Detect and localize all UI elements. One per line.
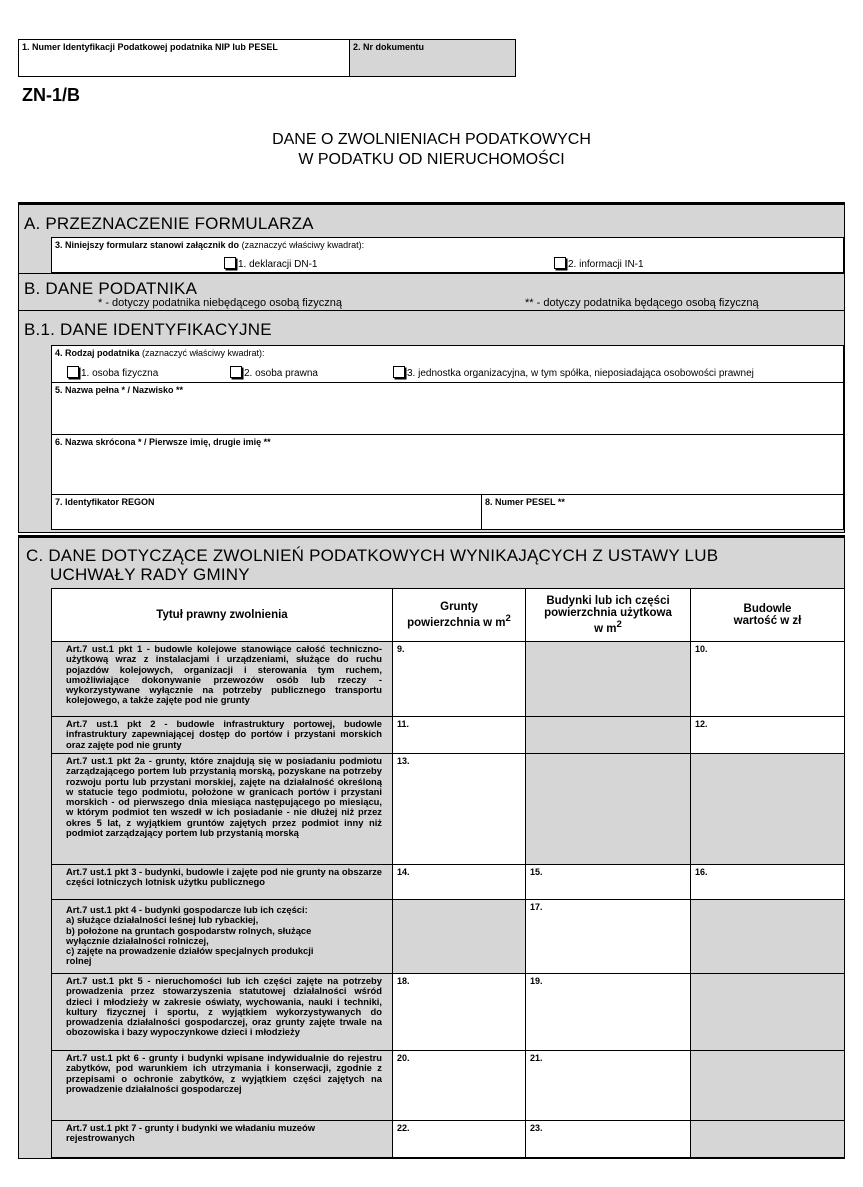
- field-22[interactable]: 22.: [393, 1121, 526, 1158]
- field5-box[interactable]: [51, 382, 844, 435]
- table-row: [52, 642, 845, 717]
- field4-label: 4. Rodzaj podatnika: [55, 348, 140, 358]
- field-18[interactable]: 18.: [393, 974, 526, 1051]
- cell-disabled: [691, 1121, 845, 1158]
- nip-pesel-label: 1. Numer Identyfikacji Podatkowej podatnika NIP lub PESEL: [22, 42, 278, 52]
- field-16[interactable]: 16.: [691, 865, 845, 900]
- table-row: [52, 1051, 845, 1121]
- section-c-title-line1: C. DANE DOTYCZĄCE ZWOLNIEŃ PODATKOWYCH WYNIKAJĄCYCH Z USTAWY LUB: [26, 546, 719, 565]
- field-14[interactable]: 14.: [393, 865, 526, 900]
- col-header-budowle: Budowle wartość w zł: [691, 589, 845, 642]
- row-title: Art.7 ust.1 pkt 2a - grunty, które znajdują się w posiadaniu podmiotu zarządzającego portem lub przystanią morską, pozyskane na potrzeby rozwoju portu lub przystani morskiej, zajęte na działalność określoną w statucie tego podmiotu, położone w granicach portów i przystani morskich - od pierwszego dnia miesiąca następującego po miesiącu, w którym podmiot ten wszedł w ich posiadanie - nie dłużej niż przez okres 5 lat, z wyjątkiem gruntów zajętych przez podmiot inny niż podmiot zarządzający portem lub przystanią morską: [52, 754, 393, 865]
- row-title: Art.7 ust.1 pkt 6 - grunty i budynki wpisane indywidualnie do rejestru zabytków, pod warunkiem ich utrzymania i konserwacji, zgodnie z przepisami o ochronie zabytków, z wyjątkiem części zajętych na prowadzenie działalności gospodarczej: [52, 1051, 393, 1121]
- field-11[interactable]: 11.: [393, 717, 526, 754]
- nip-pesel-field[interactable]: [18, 39, 350, 77]
- field6-label: 6. Nazwa skrócona * / Pierwsze imię, drugie imię **: [55, 437, 271, 447]
- cell-disabled: [393, 900, 526, 974]
- field6-box[interactable]: [51, 434, 844, 495]
- option-osoba-prawna-label: 2. osoba prawna: [244, 368, 318, 379]
- section-b1-title: B.1. DANE IDENTYFIKACYJNE: [24, 320, 272, 339]
- option-dn1-label: 1. deklaracji DN-1: [238, 259, 318, 270]
- section-b-title: B. DANE PODATNIKA: [24, 279, 198, 298]
- checkbox-in1[interactable]: [554, 257, 566, 269]
- row-title: Art.7 ust.1 pkt 1 - budowle kolejowe stanowiące całość techniczno-użytkową wraz z instalacjami i urządzeniami, służące do ruchu pojazdów kolejowych, organizacji i sterowania tym ruchem, umożliwiające dokonywanie przewozów osób lub rzeczy - wykorzystywane wyłącznie na potrzeby publicznego transportu kolejowego, a także zajęte pod nie grunty: [52, 642, 393, 717]
- cell-disabled: [526, 754, 691, 865]
- field-15[interactable]: 15.: [526, 865, 691, 900]
- exemptions-table: [51, 588, 845, 1158]
- field4-hint: (zaznaczyć właściwy kwadrat):: [142, 348, 265, 358]
- field-13[interactable]: 13.: [393, 754, 526, 865]
- cell-disabled: [526, 642, 691, 717]
- section-b-note2: ** - dotyczy podatnika będącego osobą fizyczną: [525, 297, 759, 309]
- checkbox-osoba-fizyczna[interactable]: [67, 366, 79, 378]
- field-23[interactable]: 23.: [526, 1121, 691, 1158]
- option-in1-label: 2. informacji IN-1: [568, 259, 644, 270]
- section-a-title: A. PRZEZNACZENIE FORMULARZA: [24, 214, 314, 233]
- field4-box: [51, 345, 844, 383]
- option-osoba-prawna[interactable]: [230, 366, 318, 379]
- option-in1[interactable]: [554, 257, 644, 270]
- field3-label: 3. Niniejszy formularz stanowi załącznik do: [55, 240, 240, 250]
- checkbox-dn1[interactable]: [224, 257, 236, 269]
- field-19[interactable]: 19.: [526, 974, 691, 1051]
- page-title-line1: DANE O ZWOLNIENIACH PODATKOWYCH: [272, 131, 591, 148]
- field5-label: 5. Nazwa pełna * / Nazwisko **: [55, 385, 184, 395]
- document-number-field: [349, 39, 516, 77]
- field-17[interactable]: 17.: [526, 900, 691, 974]
- field8-box[interactable]: [481, 494, 844, 530]
- table-row: [52, 717, 845, 754]
- field3-box: [51, 237, 844, 273]
- option-jednostka[interactable]: [393, 366, 754, 379]
- option-osoba-fizyczna-label: 1. osoba fizyczna: [81, 368, 159, 379]
- cell-disabled: [526, 717, 691, 754]
- page-title: [0, 130, 863, 170]
- cell-disabled: [691, 974, 845, 1051]
- cell-disabled: [691, 900, 845, 974]
- table-row: [52, 900, 845, 974]
- option-dn1[interactable]: [224, 257, 317, 270]
- row-title: Art.7 ust.1 pkt 2 - budowle infrastruktury portowej, budowle infrastruktury zapewniającej dostęp do portów i przystani morskich oraz zajęte pod nie grunty: [52, 717, 393, 754]
- col-header-title: Tytuł prawny zwolnienia: [52, 589, 393, 642]
- field-12[interactable]: 12.: [691, 717, 845, 754]
- row-title: Art.7 ust.1 pkt 3 - budynki, budowle i zajęte pod nie grunty na obszarze części lotniczych lotnisk użytku publicznego: [52, 865, 393, 900]
- row-title: Art.7 ust.1 pkt 4 - budynki gospodarcze lub ich części: a) służące działalności leśnej lub rybackiej, b) położone na gruntach gospodarstw rolnych, służące wyłącznie działalności rolniczej, c) zajęte na prowadzenie działów specjalnych produkcji rolnej: [52, 900, 393, 974]
- field-21[interactable]: 21.: [526, 1051, 691, 1121]
- table-row: [52, 865, 845, 900]
- option-osoba-fizyczna[interactable]: [67, 366, 158, 379]
- row-title: Art.7 ust.1 pkt 7 - grunty i budynki we władaniu muzeów rejestrowanych: [52, 1121, 393, 1158]
- field-9[interactable]: 9.: [393, 642, 526, 717]
- row-title: Art.7 ust.1 pkt 5 - nieruchomości lub ich części zajęte na potrzeby prowadzenia przez stowarzyszenia statutowej działalności wśród dzieci i młodzieży w zakresie oświaty, wychowania, nauki i techniki, kultury fizycznej i sportu, z wyjątkiem wykorzystywanych do prowadzenia działalności gospodarczej, oraz grunty zajęte trwale na obozowiska i bazy wypoczynkowe dzieci i młodzieży: [52, 974, 393, 1051]
- section-c-title: [26, 546, 718, 584]
- cell-disabled: [691, 754, 845, 865]
- field-20[interactable]: 20.: [393, 1051, 526, 1121]
- option-jednostka-label: 3. jednostka organizacyjna, w tym spółka, nieposiadająca osobowości prawnej: [407, 368, 754, 379]
- col-header-budynki: Budynki lub ich części powierzchnia użytkowa w $m^2$: [526, 589, 691, 642]
- field7-box[interactable]: [51, 494, 482, 530]
- section-c-title-line2: UCHWAŁY RADY GMINY: [50, 565, 250, 584]
- field7-label: 7. Identyfikator REGON: [55, 497, 155, 507]
- field8-label: 8. Numer PESEL **: [485, 497, 565, 507]
- checkbox-jednostka[interactable]: [393, 366, 405, 378]
- form-code: ZN-1/B: [22, 85, 80, 105]
- section-b-note1: * - dotyczy podatnika niebędącego osobą fizyczną: [98, 297, 342, 309]
- cell-disabled: [691, 1051, 845, 1121]
- checkbox-osoba-prawna[interactable]: [230, 366, 242, 378]
- field-10[interactable]: 10.: [691, 642, 845, 717]
- table-row: [52, 754, 845, 865]
- table-row: [52, 1121, 845, 1158]
- page-title-line2: W PODATKU OD NIERUCHOMOŚCI: [298, 151, 565, 168]
- table-row: [52, 974, 845, 1051]
- document-number-label: 2. Nr dokumentu: [353, 42, 425, 52]
- field3-hint: (zaznaczyć właściwy kwadrat):: [241, 240, 365, 250]
- col-header-grunty: Grunty powierzchnia w $m^2$: [393, 589, 526, 642]
